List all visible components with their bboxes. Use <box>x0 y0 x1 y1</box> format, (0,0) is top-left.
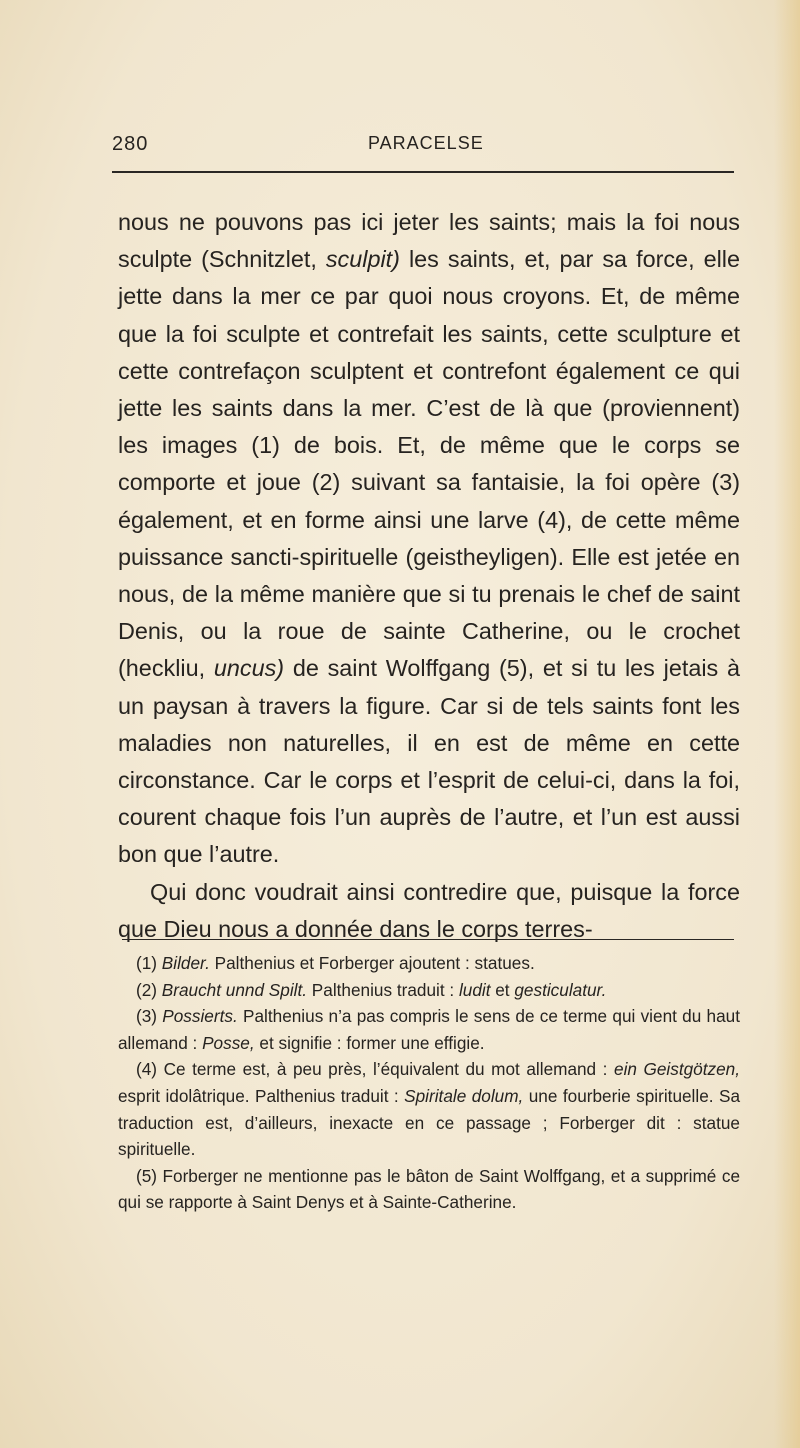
footnote-4: (4) Ce terme est, à peu près, l’équivalent du mot allemand : ein Geistgötzen, esprit idolâtrique. Palthenius traduit : Spiritale dolum, une fourberie spirituelle. Sa traduction est, d’ailleurs, inexacte en ce passage ; Forberger dit : statue spirituelle. <box>118 1059 741 1160</box>
footnote-2: (2) Braucht unnd Spilt. Palthenius traduit : ludit et gesticulatur. <box>136 979 607 1000</box>
paragraph: Qui donc voudrait ainsi contredire que, puisque la force que Dieu nous a donnée dans le corps terres- <box>118 878 740 942</box>
footnote-3: (3) Possierts. Palthenius n’a pas compris le sens de ce terme qui vient du haut allemand : Posse, et signifie : former une effigie. <box>118 1006 741 1053</box>
page-header <box>112 133 734 163</box>
footnote-1: (1) Bilder. Palthenius et Forberger ajoutent : statues. <box>136 953 535 973</box>
page-edge-shadow <box>774 0 800 1448</box>
main-text <box>118 204 740 948</box>
fraktur-term: geistheyligen <box>413 543 550 570</box>
fraktur-term: heckliu, <box>125 655 206 682</box>
latin-term: uncus) <box>205 655 285 682</box>
paragraph: nous ne pouvons pas ici jeter les saints; mais la foi nous sculpte (Schnitzlet, sculpit) les saints, et, par sa force, elle jette dans la mer ce par quoi nous croyons. Et, de même que la foi sculpte et contrefait les saints, cette sculpture et cette contrefaçon sculptent et contrefont également ce qui jette les saints dans la mer. C’est de là que (proviennent) les images (1) de bois. Et, de même que le corps se comporte et joue (2) suivant sa fantaisie, la foi opère (3) également, et en forme ainsi une larve (4), de cette même puissance sancti-spirituelle (geistheyligen). Elle est jetée en nous, de la même manière que si tu prenais le chef de saint Denis, ou la roue de sainte Catherine, ou le crochet (heckliu, uncus) de saint Wolffgang (5), et si tu les jetais à un paysan à travers la figure. Car si de tels saints font les maladies non naturelles, il en est de même en cette circonstance. Car le corps et l’esprit de celui-ci, dans la foi, courent chaque fois l’un auprès de l’autre, et l’un est aussi bon que l’autre. <box>118 209 740 868</box>
footnotes <box>118 950 740 1216</box>
running-head: PARACELSE <box>368 133 484 153</box>
footnote-5: (5) Forberger ne mentionne pas le bâton de Saint Wolffgang, et a supprimé ce qui se rapporte à Saint Denys et à Sainte-Catherine. <box>118 1165 740 1213</box>
fraktur-term: Schnitzlet, <box>208 246 317 273</box>
latin-term: sculpit) <box>316 246 400 273</box>
footnote-rule <box>122 939 734 940</box>
header-rule <box>112 171 734 173</box>
page-number: 280 <box>112 133 149 155</box>
